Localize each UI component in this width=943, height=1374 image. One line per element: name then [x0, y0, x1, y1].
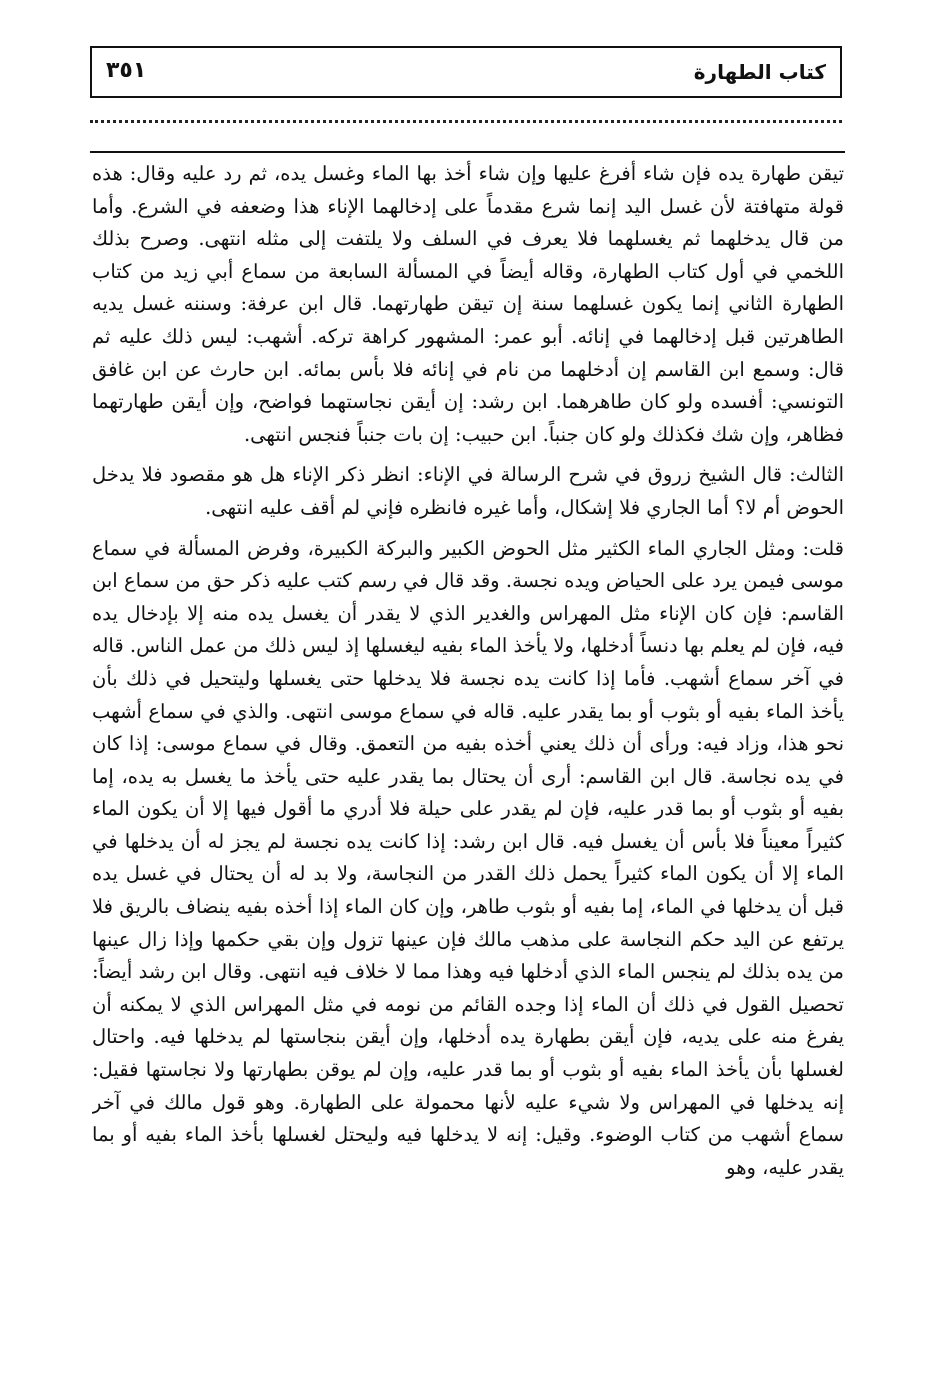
book-title: كتاب الطهارة: [693, 60, 826, 84]
header-separator-rule: [90, 151, 845, 153]
paragraph-2: الثالث: قال الشيخ زروق في شرح الرسالة في الإناء: انظر ذكر الإناء هل هو مقصود فلا يدخل الحوض أم لا؟ أما الجاري فلا إشكال، وأما غيره فانظره فإني لم أقف عليه انتهى.: [92, 463, 844, 519]
dotted-divider: [90, 120, 842, 123]
paragraph-1: تيقن طهارة يده فإن شاء أفرغ عليها وإن شاء أخذ بها الماء وغسل يده، ثم رد عليه وقال: هذه قولة متهافتة لأن غسل اليد إنما شرع مقدماً على إدخالهما الإناء هذا وضعفه في الشرع. وأما من قال يدخلهما ثم يغسلهما فلا يعرف في السلف ولا يلتفت إلى مثله انتهى. وصرح بذلك اللخمي في أول كتاب الطهارة، وقاله أيضاً في المسألة السابعة من سماع أبي زيد من كتاب الطهارة الثاني إنما يكون غسلهما سنة إن تيقن طهارتهما. قال ابن عرفة: وسننه غسل يديه الطاهرتين قبل إدخالهما في إنائه. أبو عمر: المشهور كراهة تركه. أشهب: ليس ذلك عليه ثم قال: وسمع ابن القاسم إن أدخلهما من نام في إنائه فلا بأس بمائه. ابن حارث عن ابن غافق التونسي: أفسده ولو كان طاهرهما. ابن رشد: إن أيقن نجاستهما فواضح، وإن أيقن طهارتهما فظاهر، وإن شك فكذلك ولو كان جنباً. ابن حبيب: إن بات جنباً فنجس انتهى.: [92, 162, 844, 446]
paragraph-3: قلت: ومثل الجاري الماء الكثير مثل الحوض الكبير والبركة الكبيرة، وفرض المسألة في سماع موسى فيمن يرد على الحياض ويده نجسة. وقد قال في رسم كتب عليه ذكر حق من سماع ابن القاسم: فإن كان الإناء مثل المهراس والغدير الذي لا يقدر أن يغسل يده منه إلا بإدخال يده فيه، فإن لم يعلم بها دنساً أدخلها، ولا يأخذ الماء بفيه ليغسلها إذ ليس ذلك من عمل الناس. قاله في آخر سماع أشهب. فأما إذا كانت يده نجسة فلا يدخلها حتى يغسلها وليتحيل في ذلك بأن يأخذ الماء بفيه أو بثوب أو بما يقدر عليه. قاله في سماع موسى انتهى. والذي في سماع أشهب نحو هذا، وزاد فيه: ورأى أن ذلك يعني أخذه بفيه من التعمق. وقال في سماع موسى: إذا كان في يده نجاسة. قال ابن القاسم: أرى أن يحتال بما يقدر عليه حتى يأخذ ما يغسل به يده، إما بفيه أو بثوب أو بما قدر عليه، فإن لم يقدر على حيلة فلا أدري ما أقول فيها إلا أن يكون الماء كثيراً معيناً فلا بأس أن يغسل فيه. قال ابن رشد: إذا كانت يده نجسة لم يجز له أن يدخلها في الماء إلا أن يكون الماء كثيراً يحمل ذلك القدر من النجاسة، ولا بد له أن يحتال في غسل يده قبل أن يدخلها في الماء، إما بفيه أو بثوب طاهر، وإن كان الماء إذا أخذه بفيه ينضاف بالريق فلا يرتفع عن اليد حكم النجاسة على مذهب مالك فإن عينها تزول وإن بقي حكمها وإذا زال عينها من يده بذلك لم ينجس الماء الذي أدخلها فيه وهذا مما لا خلاف فيه انتهى. وقال ابن رشد أيضاً: تحصيل القول في ذلك أن الماء إذا وجده القائم من نومه في مثل المهراس الذي لا يمكنه أن يفرغ منه على يديه، فإن أيقن بطهارة يده أدخلها، وإن أيقن بنجاستها لم يدخلها فيه. واحتال لغسلها بأن يأخذ الماء بفيه أو بثوب أو بما قدر عليه، وإن لم يوقن بطهارتها ولا نجاستها فقيل: إنه يدخلها في المهراس ولا شيء عليه لأنها محمولة على الطهارة. وهو قول مالك في آخر سماع أشهب من كتاب الوضوء. وقيل: إنه لا يدخلها فيه وليحتل لغسلها بأخذ الماء بفيه أو بما يقدر عليه، وهو: [92, 536, 844, 1179]
main-text: [92, 158, 844, 1298]
page-number: ٣٥١: [106, 58, 147, 83]
running-header: [90, 46, 842, 98]
